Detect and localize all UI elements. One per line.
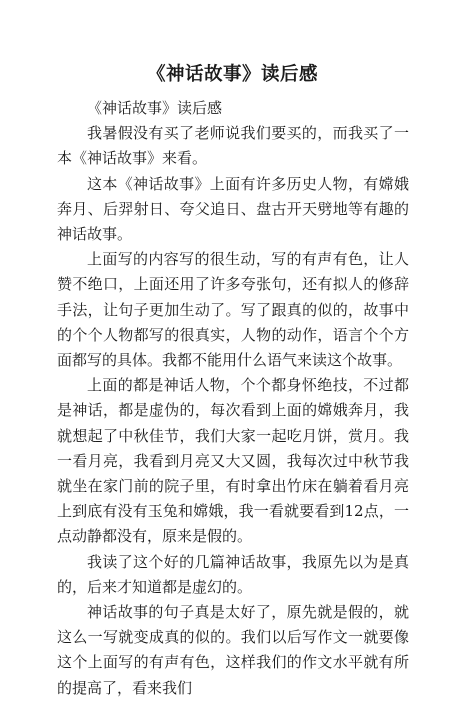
paragraph: 我暑假没有买了老师说我们要买的，而我买了一本《神话故事》来看。 <box>57 124 409 168</box>
document-body <box>57 96 409 701</box>
paragraph: 神话故事的句子真是太好了，原先就是假的，就这么一写就变成真的似的。我们以后写作文一就要像这个上面写的有声有色，这样我们的作文水平就有所的提高了，看来我们 <box>57 603 409 697</box>
paragraph: 这本《神话故事》上面有许多历史人物，有嫦娥奔月、后羿射日、夸父追日、盘古开天劈地等有趣的神话故事。 <box>57 174 409 244</box>
paragraph: 《神话故事》读后感 <box>87 99 223 117</box>
paragraph: 上面写的内容写的很生动，写的有声有色，让人赞不绝口，上面还用了许多夸张句，还有拟人的修辞手法，让句子更加生动了。写了跟真的似的，故事中的个个人物都写的很真实，人物的动作，语言个个方面都写的具体。我都不能用什么语气来读这个故事。 <box>57 250 409 370</box>
paragraph: 我读了这个好的几篇神话故事，我原先以为是真的，后来才知道都是虚幻的。 <box>57 552 409 596</box>
paragraph: 上面的都是神话人物，个个都身怀绝技，不过都是神话，都是虚伪的，每次看到上面的嫦娥奔月，我就想起了中秋佳节，我们大家一起吃月饼，赏月。我一看月亮，我看到月亮又大又圆，我每次过中秋节我就坐在家门前的院子里，有时拿出竹床在躺着看月亮上到底有没有玉兔和嫦娥，我一看就要看到12点，一点动静都没有，原来是假的。 <box>57 376 409 546</box>
document-title: 《神话故事》读后感 <box>146 64 318 85</box>
